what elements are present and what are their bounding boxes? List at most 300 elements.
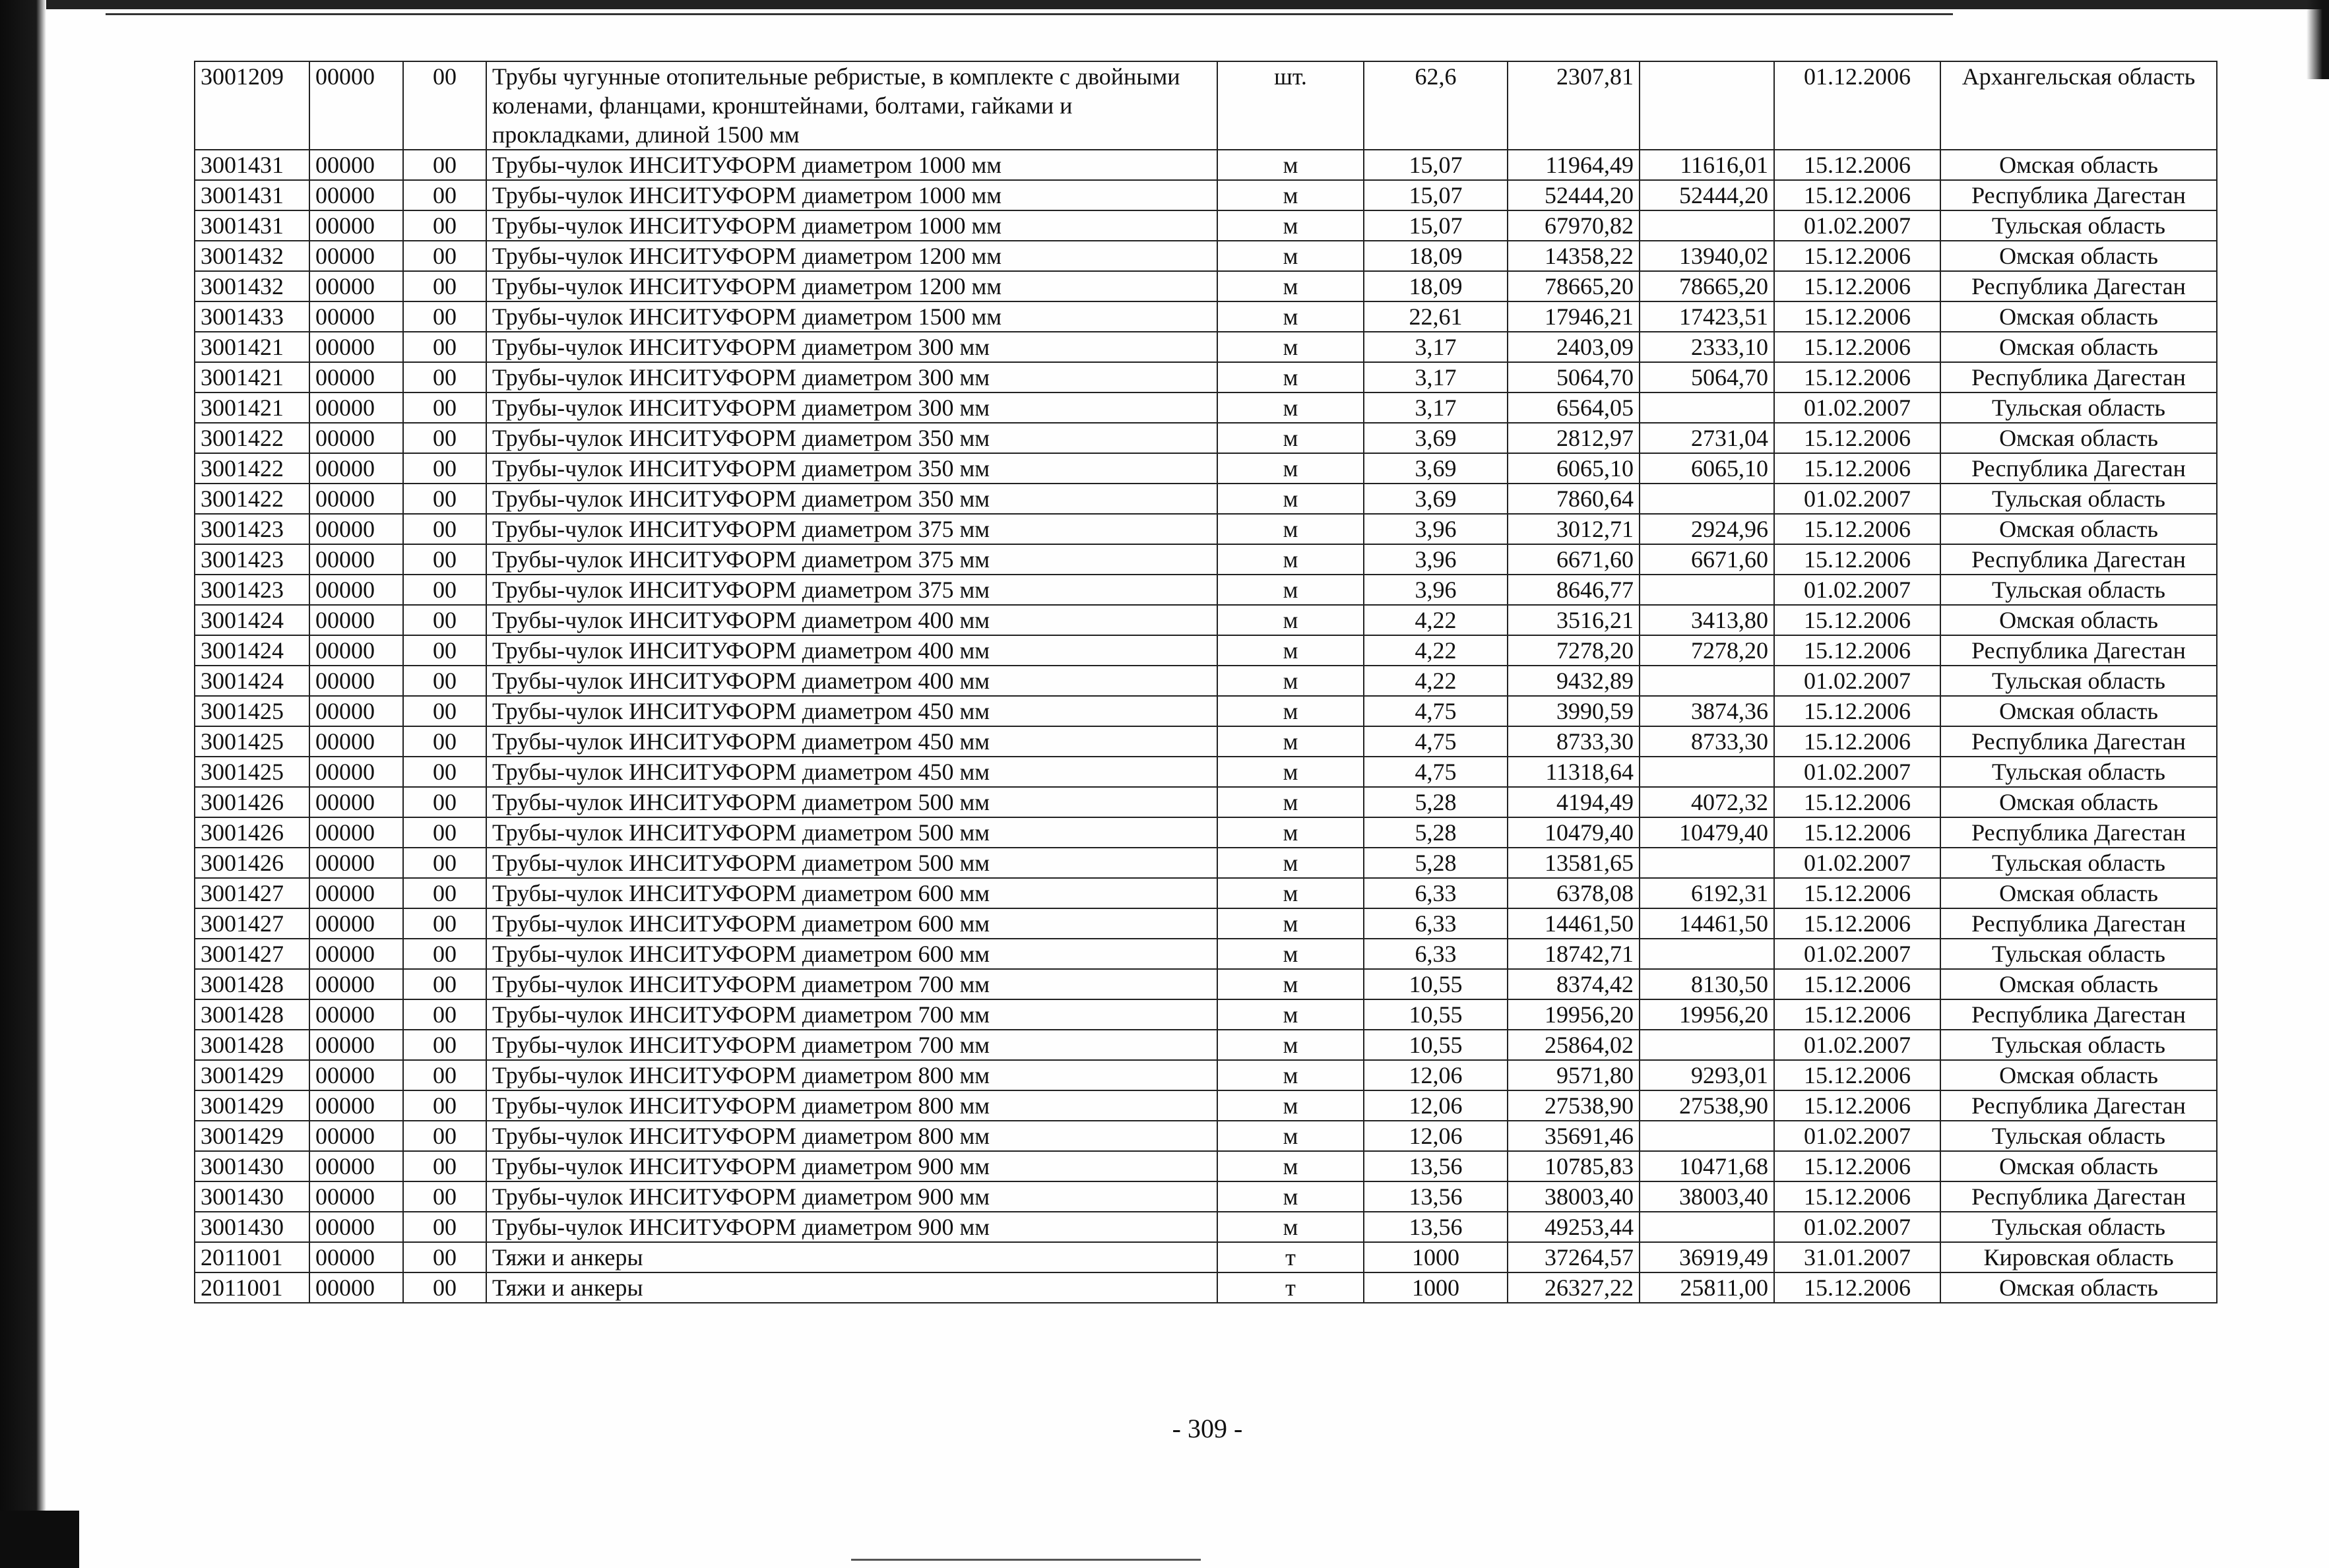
cell-unit: м bbox=[1217, 544, 1364, 575]
cell-quantity: 5,28 bbox=[1364, 817, 1508, 848]
cell-name: Трубы-чулок ИНСИТУФОРМ диаметром 1200 мм bbox=[486, 241, 1217, 271]
cell-price: 8733,30 bbox=[1508, 726, 1640, 757]
cell-unit: м bbox=[1217, 696, 1364, 726]
cell-region: Республика Дагестан bbox=[1940, 271, 2217, 301]
table-row bbox=[195, 1030, 2217, 1060]
cell-quantity: 1000 bbox=[1364, 1242, 1508, 1272]
cell-name: Трубы-чулок ИНСИТУФОРМ диаметром 600 мм bbox=[486, 878, 1217, 908]
cell-region: Омская область bbox=[1940, 1151, 2217, 1181]
cell-unit: м bbox=[1217, 514, 1364, 544]
cell-price-alt bbox=[1640, 939, 1774, 969]
cell-unit: м bbox=[1217, 1151, 1364, 1181]
table-row bbox=[195, 1060, 2217, 1090]
cell-subcode: 00000 bbox=[309, 1151, 403, 1181]
cell-name: Трубы-чулок ИНСИТУФОРМ диаметром 450 мм bbox=[486, 726, 1217, 757]
cell-name: Трубы-чулок ИНСИТУФОРМ диаметром 1200 мм bbox=[486, 271, 1217, 301]
cell-price-alt: 11616,01 bbox=[1640, 150, 1774, 180]
cell-price-alt: 9293,01 bbox=[1640, 1060, 1774, 1090]
table-row bbox=[195, 605, 2217, 635]
cell-name: Трубы чугунные отопительные ребристые, в комплекте с двойными коленами, фланцами, кронштейнами, болтами, гайками и прокладками, длиной 1500 мм bbox=[486, 61, 1217, 150]
table-row bbox=[195, 210, 2217, 241]
table-row bbox=[195, 453, 2217, 484]
cell-price: 25864,02 bbox=[1508, 1030, 1640, 1060]
cell-name: Трубы-чулок ИНСИТУФОРМ диаметром 700 мм bbox=[486, 969, 1217, 999]
table-row bbox=[195, 362, 2217, 392]
cell-unit: м bbox=[1217, 301, 1364, 332]
cell-name: Трубы-чулок ИНСИТУФОРМ диаметром 500 мм bbox=[486, 817, 1217, 848]
cell-region: Республика Дагестан bbox=[1940, 453, 2217, 484]
cell-name: Трубы-чулок ИНСИТУФОРМ диаметром 375 мм bbox=[486, 575, 1217, 605]
cell-suffix: 00 bbox=[403, 605, 486, 635]
cell-suffix: 00 bbox=[403, 241, 486, 271]
cell-code: 3001425 bbox=[195, 757, 309, 787]
cell-code: 3001430 bbox=[195, 1212, 309, 1242]
cell-unit: т bbox=[1217, 1242, 1364, 1272]
cell-subcode: 00000 bbox=[309, 1030, 403, 1060]
cell-subcode: 00000 bbox=[309, 1181, 403, 1212]
cell-region: Омская область bbox=[1940, 696, 2217, 726]
cell-suffix: 00 bbox=[403, 392, 486, 423]
table-row bbox=[195, 180, 2217, 210]
cell-price: 27538,90 bbox=[1508, 1090, 1640, 1121]
cell-code: 3001427 bbox=[195, 939, 309, 969]
cell-region: Тульская область bbox=[1940, 666, 2217, 696]
cell-region: Омская область bbox=[1940, 514, 2217, 544]
cell-price-alt bbox=[1640, 575, 1774, 605]
cell-date: 15.12.2006 bbox=[1774, 453, 1940, 484]
cell-date: 15.12.2006 bbox=[1774, 635, 1940, 666]
cell-suffix: 00 bbox=[403, 1060, 486, 1090]
cell-quantity: 12,06 bbox=[1364, 1090, 1508, 1121]
cell-code: 3001424 bbox=[195, 666, 309, 696]
cell-quantity: 3,96 bbox=[1364, 514, 1508, 544]
cell-suffix: 00 bbox=[403, 726, 486, 757]
cell-suffix: 00 bbox=[403, 908, 486, 939]
cell-region: Тульская область bbox=[1940, 210, 2217, 241]
cell-unit: м bbox=[1217, 1060, 1364, 1090]
cell-code: 3001421 bbox=[195, 392, 309, 423]
cell-subcode: 00000 bbox=[309, 150, 403, 180]
cell-code: 3001430 bbox=[195, 1151, 309, 1181]
cell-unit: м bbox=[1217, 848, 1364, 878]
table-row bbox=[195, 999, 2217, 1030]
cell-price-alt: 27538,90 bbox=[1640, 1090, 1774, 1121]
cell-price-alt bbox=[1640, 392, 1774, 423]
cell-unit: м bbox=[1217, 271, 1364, 301]
table-row bbox=[195, 696, 2217, 726]
cell-subcode: 00000 bbox=[309, 1272, 403, 1303]
table-row bbox=[195, 1181, 2217, 1212]
table-row bbox=[195, 666, 2217, 696]
cell-region: Омская область bbox=[1940, 332, 2217, 362]
cell-quantity: 3,17 bbox=[1364, 332, 1508, 362]
cell-code: 3001422 bbox=[195, 484, 309, 514]
cell-suffix: 00 bbox=[403, 939, 486, 969]
cell-price: 35691,46 bbox=[1508, 1121, 1640, 1151]
cell-name: Трубы-чулок ИНСИТУФОРМ диаметром 375 мм bbox=[486, 514, 1217, 544]
cell-code: 3001421 bbox=[195, 362, 309, 392]
cell-region: Республика Дагестан bbox=[1940, 1181, 2217, 1212]
cell-subcode: 00000 bbox=[309, 635, 403, 666]
cell-name: Трубы-чулок ИНСИТУФОРМ диаметром 800 мм bbox=[486, 1090, 1217, 1121]
cell-suffix: 00 bbox=[403, 1030, 486, 1060]
cell-quantity: 6,33 bbox=[1364, 939, 1508, 969]
cell-region: Республика Дагестан bbox=[1940, 544, 2217, 575]
cell-name: Трубы-чулок ИНСИТУФОРМ диаметром 500 мм bbox=[486, 787, 1217, 817]
cell-quantity: 3,96 bbox=[1364, 575, 1508, 605]
cell-suffix: 00 bbox=[403, 1121, 486, 1151]
cell-suffix: 00 bbox=[403, 332, 486, 362]
cell-price-alt: 6671,60 bbox=[1640, 544, 1774, 575]
cell-unit: шт. bbox=[1217, 61, 1364, 150]
cell-price-alt: 8733,30 bbox=[1640, 726, 1774, 757]
table-row bbox=[195, 484, 2217, 514]
cell-region: Омская область bbox=[1940, 423, 2217, 453]
cell-suffix: 00 bbox=[403, 362, 486, 392]
cell-price: 3012,71 bbox=[1508, 514, 1640, 544]
table-row bbox=[195, 1242, 2217, 1272]
cell-date: 01.02.2007 bbox=[1774, 848, 1940, 878]
cell-name: Трубы-чулок ИНСИТУФОРМ диаметром 300 мм bbox=[486, 392, 1217, 423]
cell-quantity: 3,69 bbox=[1364, 484, 1508, 514]
cell-quantity: 4,22 bbox=[1364, 605, 1508, 635]
cell-price-alt bbox=[1640, 1212, 1774, 1242]
cell-name: Трубы-чулок ИНСИТУФОРМ диаметром 375 мм bbox=[486, 544, 1217, 575]
cell-date: 15.12.2006 bbox=[1774, 908, 1940, 939]
cell-region: Омская область bbox=[1940, 878, 2217, 908]
cell-price-alt: 3413,80 bbox=[1640, 605, 1774, 635]
cell-code: 3001423 bbox=[195, 544, 309, 575]
cell-suffix: 00 bbox=[403, 210, 486, 241]
cell-price: 8374,42 bbox=[1508, 969, 1640, 999]
cell-unit: м bbox=[1217, 423, 1364, 453]
table-row bbox=[195, 635, 2217, 666]
cell-quantity: 62,6 bbox=[1364, 61, 1508, 150]
cell-subcode: 00000 bbox=[309, 969, 403, 999]
cell-suffix: 00 bbox=[403, 757, 486, 787]
cell-unit: м bbox=[1217, 392, 1364, 423]
cell-region: Республика Дагестан bbox=[1940, 1090, 2217, 1121]
cell-price-alt: 6192,31 bbox=[1640, 878, 1774, 908]
table-row bbox=[195, 332, 2217, 362]
cell-price: 2812,97 bbox=[1508, 423, 1640, 453]
cell-date: 15.12.2006 bbox=[1774, 999, 1940, 1030]
cell-subcode: 00000 bbox=[309, 301, 403, 332]
table-row bbox=[195, 241, 2217, 271]
cell-price: 38003,40 bbox=[1508, 1181, 1640, 1212]
cell-region: Республика Дагестан bbox=[1940, 908, 2217, 939]
cell-price-alt: 4072,32 bbox=[1640, 787, 1774, 817]
table-row bbox=[195, 392, 2217, 423]
cell-unit: м bbox=[1217, 939, 1364, 969]
cell-subcode: 00000 bbox=[309, 878, 403, 908]
cell-region: Республика Дагестан bbox=[1940, 362, 2217, 392]
cell-date: 15.12.2006 bbox=[1774, 150, 1940, 180]
cell-code: 3001425 bbox=[195, 726, 309, 757]
table-row bbox=[195, 969, 2217, 999]
cell-code: 3001423 bbox=[195, 514, 309, 544]
cell-code: 3001432 bbox=[195, 271, 309, 301]
cell-price: 10785,83 bbox=[1508, 1151, 1640, 1181]
cell-price-alt: 5064,70 bbox=[1640, 362, 1774, 392]
cell-quantity: 13,56 bbox=[1364, 1151, 1508, 1181]
cell-region: Тульская область bbox=[1940, 484, 2217, 514]
cell-date: 01.12.2006 bbox=[1774, 61, 1940, 150]
cell-quantity: 6,33 bbox=[1364, 878, 1508, 908]
cell-date: 15.12.2006 bbox=[1774, 241, 1940, 271]
table-row bbox=[195, 757, 2217, 787]
cell-region: Омская область bbox=[1940, 1272, 2217, 1303]
cell-unit: м bbox=[1217, 180, 1364, 210]
cell-quantity: 3,69 bbox=[1364, 453, 1508, 484]
table-row bbox=[195, 1121, 2217, 1151]
cell-suffix: 00 bbox=[403, 787, 486, 817]
cell-region: Республика Дагестан bbox=[1940, 726, 2217, 757]
cell-unit: м bbox=[1217, 210, 1364, 241]
cell-quantity: 4,75 bbox=[1364, 726, 1508, 757]
cell-quantity: 15,07 bbox=[1364, 180, 1508, 210]
cell-date: 15.12.2006 bbox=[1774, 605, 1940, 635]
cell-quantity: 18,09 bbox=[1364, 271, 1508, 301]
cell-suffix: 00 bbox=[403, 999, 486, 1030]
cell-price: 7278,20 bbox=[1508, 635, 1640, 666]
price-table bbox=[194, 61, 2217, 1303]
cell-unit: м bbox=[1217, 150, 1364, 180]
cell-name: Трубы-чулок ИНСИТУФОРМ диаметром 700 мм bbox=[486, 999, 1217, 1030]
cell-subcode: 00000 bbox=[309, 605, 403, 635]
cell-unit: м bbox=[1217, 878, 1364, 908]
cell-suffix: 00 bbox=[403, 848, 486, 878]
cell-quantity: 1000 bbox=[1364, 1272, 1508, 1303]
cell-name: Трубы-чулок ИНСИТУФОРМ диаметром 900 мм bbox=[486, 1181, 1217, 1212]
table-row bbox=[195, 726, 2217, 757]
top-rule bbox=[106, 13, 1953, 15]
cell-code: 3001428 bbox=[195, 969, 309, 999]
cell-quantity: 3,69 bbox=[1364, 423, 1508, 453]
cell-code: 3001430 bbox=[195, 1181, 309, 1212]
cell-price: 4194,49 bbox=[1508, 787, 1640, 817]
cell-date: 15.12.2006 bbox=[1774, 878, 1940, 908]
cell-subcode: 00000 bbox=[309, 1090, 403, 1121]
cell-code: 3001423 bbox=[195, 575, 309, 605]
cell-code: 3001431 bbox=[195, 180, 309, 210]
cell-date: 15.12.2006 bbox=[1774, 180, 1940, 210]
cell-date: 15.12.2006 bbox=[1774, 332, 1940, 362]
cell-code: 3001424 bbox=[195, 635, 309, 666]
cell-region: Республика Дагестан bbox=[1940, 817, 2217, 848]
cell-date: 15.12.2006 bbox=[1774, 271, 1940, 301]
cell-suffix: 00 bbox=[403, 180, 486, 210]
cell-quantity: 13,56 bbox=[1364, 1181, 1508, 1212]
cell-code: 3001425 bbox=[195, 696, 309, 726]
cell-unit: м bbox=[1217, 787, 1364, 817]
cell-quantity: 12,06 bbox=[1364, 1121, 1508, 1151]
cell-subcode: 00000 bbox=[309, 848, 403, 878]
cell-code: 3001427 bbox=[195, 908, 309, 939]
cell-price-alt: 36919,49 bbox=[1640, 1242, 1774, 1272]
cell-name: Трубы-чулок ИНСИТУФОРМ диаметром 300 мм bbox=[486, 332, 1217, 362]
cell-code: 3001426 bbox=[195, 848, 309, 878]
cell-unit: м bbox=[1217, 1181, 1364, 1212]
cell-unit: м bbox=[1217, 332, 1364, 362]
table-row bbox=[195, 908, 2217, 939]
cell-price: 78665,20 bbox=[1508, 271, 1640, 301]
cell-code: 3001427 bbox=[195, 878, 309, 908]
cell-subcode: 00000 bbox=[309, 817, 403, 848]
cell-unit: м bbox=[1217, 362, 1364, 392]
cell-price: 5064,70 bbox=[1508, 362, 1640, 392]
cell-quantity: 12,06 bbox=[1364, 1060, 1508, 1090]
cell-code: 3001428 bbox=[195, 1030, 309, 1060]
cell-name: Трубы-чулок ИНСИТУФОРМ диаметром 600 мм bbox=[486, 908, 1217, 939]
cell-date: 15.12.2006 bbox=[1774, 1181, 1940, 1212]
cell-quantity: 6,33 bbox=[1364, 908, 1508, 939]
cell-subcode: 00000 bbox=[309, 999, 403, 1030]
cell-price: 37264,57 bbox=[1508, 1242, 1640, 1272]
page-number: - 309 - bbox=[1172, 1414, 1243, 1443]
cell-subcode: 00000 bbox=[309, 180, 403, 210]
cell-price: 8646,77 bbox=[1508, 575, 1640, 605]
cell-region: Республика Дагестан bbox=[1940, 999, 2217, 1030]
cell-name: Трубы-чулок ИНСИТУФОРМ диаметром 1000 мм bbox=[486, 150, 1217, 180]
cell-price: 6564,05 bbox=[1508, 392, 1640, 423]
cell-suffix: 00 bbox=[403, 575, 486, 605]
cell-price-alt bbox=[1640, 666, 1774, 696]
cell-region: Тульская область bbox=[1940, 939, 2217, 969]
cell-quantity: 13,56 bbox=[1364, 1212, 1508, 1242]
cell-region: Архангельская область bbox=[1940, 61, 2217, 150]
cell-name: Тяжи и анкеры bbox=[486, 1242, 1217, 1272]
cell-price: 14358,22 bbox=[1508, 241, 1640, 271]
cell-subcode: 00000 bbox=[309, 1060, 403, 1090]
cell-price: 2403,09 bbox=[1508, 332, 1640, 362]
table-row bbox=[195, 848, 2217, 878]
cell-price: 6065,10 bbox=[1508, 453, 1640, 484]
cell-subcode: 00000 bbox=[309, 544, 403, 575]
cell-subcode: 00000 bbox=[309, 61, 403, 150]
cell-name: Трубы-чулок ИНСИТУФОРМ диаметром 500 мм bbox=[486, 848, 1217, 878]
cell-suffix: 00 bbox=[403, 514, 486, 544]
cell-subcode: 00000 bbox=[309, 1212, 403, 1242]
cell-price-alt: 3874,36 bbox=[1640, 696, 1774, 726]
cell-suffix: 00 bbox=[403, 666, 486, 696]
table-row bbox=[195, 575, 2217, 605]
cell-quantity: 5,28 bbox=[1364, 848, 1508, 878]
cell-quantity: 10,55 bbox=[1364, 1030, 1508, 1060]
cell-price: 10479,40 bbox=[1508, 817, 1640, 848]
cell-price: 11964,49 bbox=[1508, 150, 1640, 180]
cell-suffix: 00 bbox=[403, 150, 486, 180]
cell-suffix: 00 bbox=[403, 301, 486, 332]
cell-region: Республика Дагестан bbox=[1940, 635, 2217, 666]
table-row bbox=[195, 1272, 2217, 1303]
cell-subcode: 00000 bbox=[309, 210, 403, 241]
cell-date: 15.12.2006 bbox=[1774, 1272, 1940, 1303]
cell-region: Омская область bbox=[1940, 241, 2217, 271]
cell-region: Омская область bbox=[1940, 150, 2217, 180]
cell-price-alt bbox=[1640, 848, 1774, 878]
cell-name: Трубы-чулок ИНСИТУФОРМ диаметром 900 мм bbox=[486, 1151, 1217, 1181]
bottom-rule bbox=[851, 1559, 1201, 1561]
cell-suffix: 00 bbox=[403, 1181, 486, 1212]
cell-unit: м bbox=[1217, 999, 1364, 1030]
cell-price-alt: 78665,20 bbox=[1640, 271, 1774, 301]
cell-date: 01.02.2007 bbox=[1774, 575, 1940, 605]
cell-price-alt: 19956,20 bbox=[1640, 999, 1774, 1030]
cell-price-alt: 38003,40 bbox=[1640, 1181, 1774, 1212]
cell-name: Трубы-чулок ИНСИТУФОРМ диаметром 350 мм bbox=[486, 484, 1217, 514]
cell-unit: м bbox=[1217, 575, 1364, 605]
cell-unit: м bbox=[1217, 757, 1364, 787]
table-row bbox=[195, 1151, 2217, 1181]
cell-price-alt: 10471,68 bbox=[1640, 1151, 1774, 1181]
cell-date: 15.12.2006 bbox=[1774, 423, 1940, 453]
cell-name: Трубы-чулок ИНСИТУФОРМ диаметром 300 мм bbox=[486, 362, 1217, 392]
cell-subcode: 00000 bbox=[309, 332, 403, 362]
cell-price: 2307,81 bbox=[1508, 61, 1640, 150]
cell-unit: м bbox=[1217, 969, 1364, 999]
cell-region: Кировская область bbox=[1940, 1242, 2217, 1272]
cell-subcode: 00000 bbox=[309, 362, 403, 392]
cell-quantity: 5,28 bbox=[1364, 787, 1508, 817]
cell-price-alt: 13940,02 bbox=[1640, 241, 1774, 271]
cell-subcode: 00000 bbox=[309, 939, 403, 969]
cell-name: Трубы-чулок ИНСИТУФОРМ диаметром 350 мм bbox=[486, 453, 1217, 484]
cell-unit: м bbox=[1217, 635, 1364, 666]
cell-code: 3001421 bbox=[195, 332, 309, 362]
cell-date: 15.12.2006 bbox=[1774, 726, 1940, 757]
cell-date: 01.02.2007 bbox=[1774, 484, 1940, 514]
cell-subcode: 00000 bbox=[309, 666, 403, 696]
cell-suffix: 00 bbox=[403, 1212, 486, 1242]
scan-top-border bbox=[0, 0, 2329, 9]
cell-suffix: 00 bbox=[403, 1242, 486, 1272]
cell-suffix: 00 bbox=[403, 423, 486, 453]
cell-region: Омская область bbox=[1940, 605, 2217, 635]
cell-price-alt: 17423,51 bbox=[1640, 301, 1774, 332]
cell-name: Трубы-чулок ИНСИТУФОРМ диаметром 600 мм bbox=[486, 939, 1217, 969]
cell-unit: м bbox=[1217, 908, 1364, 939]
cell-price-alt bbox=[1640, 1030, 1774, 1060]
cell-region: Тульская область bbox=[1940, 392, 2217, 423]
cell-quantity: 10,55 bbox=[1364, 999, 1508, 1030]
cell-name: Трубы-чулок ИНСИТУФОРМ диаметром 400 мм bbox=[486, 605, 1217, 635]
cell-unit: м bbox=[1217, 241, 1364, 271]
cell-price-alt bbox=[1640, 61, 1774, 150]
cell-subcode: 00000 bbox=[309, 1242, 403, 1272]
cell-suffix: 00 bbox=[403, 635, 486, 666]
cell-price: 6378,08 bbox=[1508, 878, 1640, 908]
cell-unit: м bbox=[1217, 666, 1364, 696]
cell-price: 9432,89 bbox=[1508, 666, 1640, 696]
cell-price: 26327,22 bbox=[1508, 1272, 1640, 1303]
cell-price: 18742,71 bbox=[1508, 939, 1640, 969]
cell-price: 14461,50 bbox=[1508, 908, 1640, 939]
cell-region: Тульская область bbox=[1940, 757, 2217, 787]
table-body bbox=[195, 61, 2217, 1303]
table-row bbox=[195, 1212, 2217, 1242]
cell-quantity: 3,17 bbox=[1364, 362, 1508, 392]
cell-subcode: 00000 bbox=[309, 514, 403, 544]
cell-name: Трубы-чулок ИНСИТУФОРМ диаметром 400 мм bbox=[486, 635, 1217, 666]
cell-region: Республика Дагестан bbox=[1940, 180, 2217, 210]
cell-price: 3516,21 bbox=[1508, 605, 1640, 635]
table-row bbox=[195, 423, 2217, 453]
cell-price-alt: 10479,40 bbox=[1640, 817, 1774, 848]
cell-quantity: 4,75 bbox=[1364, 757, 1508, 787]
cell-quantity: 15,07 bbox=[1364, 150, 1508, 180]
cell-code: 3001424 bbox=[195, 605, 309, 635]
